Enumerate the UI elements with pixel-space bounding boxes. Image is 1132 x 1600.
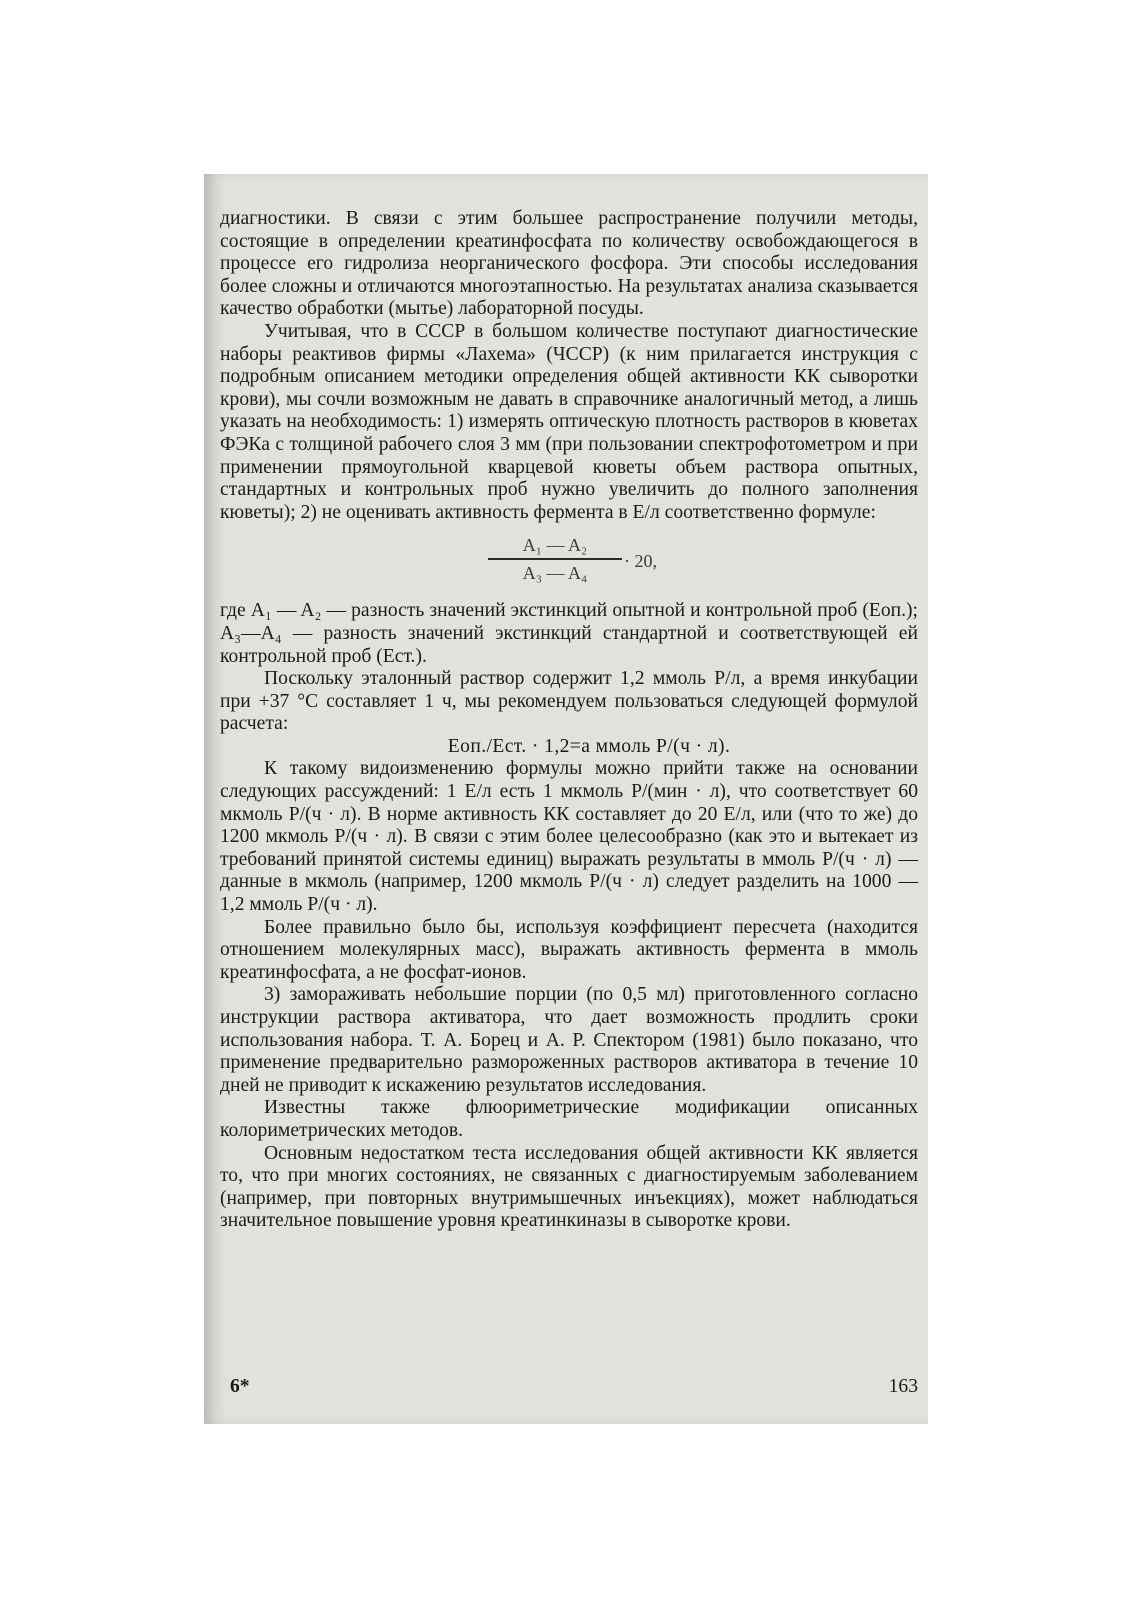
paragraph-3: где A₁ — A₂ — разность значений экстинкций опытной и контрольной проб (Eоп.); A₃—A₄ — разность значений экстинкций стандартной и соответствующей ей контрольной проб (Eст.). [220,600,918,667]
signature-mark: 6* [230,1376,250,1397]
formula-multiplier: · 20, [624,551,657,572]
page-body [220,208,918,1233]
page-number: 163 [888,1376,918,1397]
formula-numerator: A₁ — A₂ [522,535,588,556]
formula-fraction [480,534,630,584]
paragraph-4: Поскольку эталонный раствор содержит 1,2 ммоль P/л, а время инкубации при +37 °C составляет 1 ч, мы рекомендуем пользоваться следующей формулой расчета: [220,668,918,735]
paragraph-2: Учитывая, что в СССР в большом количестве поступают диагностические наборы реактивов фирмы «Лахема» (ЧССР) (к ним прилагается инструкция с подробным описанием методики определения общей активности КК сыворотки крови), мы сочли возможным не давать в справочнике аналогичный метод, а лишь указать на необходимость: 1) измерять оптическую плотность растворов в кюветах ФЭКа с толщиной рабочего слоя 3 мм (при пользовании спектрофотометром и при применении прямоугольной кварцевой кюветы объем раствора опытных, стандартных и контрольных проб нужно увеличить до полного заполнения кюветы); 2) не оценивать активность фермента в Е/л соответственно формуле: [220,320,918,523]
paragraph-7: 3) замораживать небольшие порции (по 0,5 мл) приготовленного согласно инструкции раствора активатора, что дает возможность продлить сроки использования набора. Т. А. Борец и А. Р. Спектором (1981) было показано, что применение предварительно размороженных растворов активатора в течение 10 дней не приводит к искажению результатов исследования. [220,984,918,1096]
formula-activity [220,530,918,600]
paragraph-6: Более правильно было бы, используя коэффициент пересчета (находится отношением молекулярных масс), выражать активность фермента в ммоль креатинфосфата, а не фосфат-ионов. [220,916,918,983]
formula-calculation: Eоп./Eст. · 1,2=а ммоль P/(ч · л). [447,735,731,757]
paragraph-9: Основным недостатком теста исследования общей активности КК является то, что при многих состояниях, не связанных с диагностируемым заболеванием (например, при повторных внутримышечных инъекциях), может наблюдаться значительное повышение уровня креатинкиназы в сыворотке крови. [220,1142,918,1232]
paragraph-8: Известны также флюориметрические модификации описанных колориметрических методов. [220,1097,918,1141]
paragraph-1: диагностики. В связи с этим большее распространение получили методы, состоящие в определении креатинфосфата по количеству освобождающегося в процессе его гидролиза неорганического фосфора. Эти способы исследования более сложны и отличаются многоэтапностью. На результатах анализа сказывается качество обработки (мытье) лабораторной посуды. [220,208,918,320]
formula-denominator: A₃ — A₄ [522,562,588,583]
paragraph-5: К такому видоизменению формулы можно прийти также на основании следующих рассуждений: 1 Е/л есть 1 мкмоль P/(мин · л), что соответствует 60 мкмоль P/(ч · л). В норме активность КК составляет до 20 Е/л, или (что то же) до 1200 мкмоль P/(ч · л). В связи с этим более целесообразно (как это и вытекает из требований принятой системы единиц) выражать результаты в ммоль P/(ч · л) — данные в мкмоль (например, 1200 мкмоль P/(ч · л) следует разделить на 1000 — 1,2 ммоль P/(ч · л). [220,758,918,916]
fraction-bar [488,558,622,560]
